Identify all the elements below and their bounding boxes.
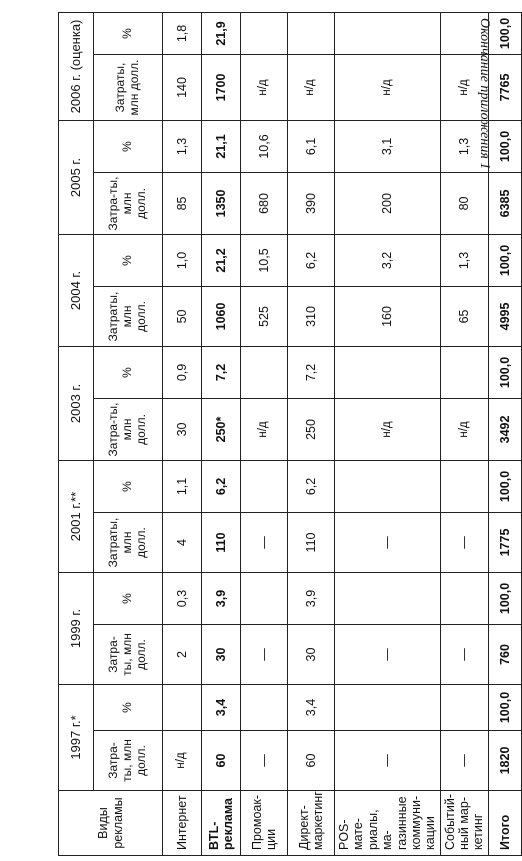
cost-header: Затра-ты, млн долл. [94,398,163,460]
pct-cell [440,12,488,54]
pct-cell: 3,4 [288,684,335,730]
cost-cell: н/д [241,398,288,460]
pct-cell: 6,2 [202,460,241,512]
cost-cell: 50 [163,286,202,346]
cost-header: Затра-ты, млн долл. [94,624,163,684]
cost-cell: н/д [440,398,488,460]
row-label: BTL-реклама [202,791,241,856]
pct-header: % [94,684,163,730]
cost-cell: н/д [163,731,202,791]
pct-cell: 1,3 [163,120,202,172]
cost-cell: 3492 [488,398,521,460]
cost-cell: 110 [288,512,335,572]
pct-cell: 3,9 [202,572,241,624]
pct-header: % [94,346,163,398]
year-header: 2005 г. [59,120,94,234]
year-header: 2001 г.** [59,460,94,572]
pct-header: % [94,460,163,512]
row-label: Интернет [163,791,202,856]
pct-cell [241,684,288,730]
cost-cell: — [241,731,288,791]
pct-cell: 100,0 [488,234,521,286]
cost-cell: 30 [288,624,335,684]
row-label: Итого [488,791,521,856]
pct-cell: 1,8 [163,12,202,54]
cost-cell: — [440,624,488,684]
cost-cell: 760 [488,624,521,684]
cost-cell: — [440,512,488,572]
table-row [163,12,202,855]
cost-cell: 250* [202,398,241,460]
cost-cell: 160 [335,286,441,346]
cost-cell: 85 [163,172,202,234]
pct-header: % [94,234,163,286]
pct-cell: 3,1 [335,120,441,172]
cost-cell: 2 [163,624,202,684]
table-row [288,12,335,855]
year-header: 2004 г. [59,234,94,346]
cost-cell: 1820 [488,731,521,791]
pct-cell: 10,5 [241,234,288,286]
pct-cell: 21,1 [202,120,241,172]
pct-cell: 3,4 [202,684,241,730]
row-label: Промоак-ции [241,791,288,856]
cost-header: Затраты, млн долл. [94,286,163,346]
row-label: Директ-маркетинг [288,791,335,856]
pct-cell [335,346,441,398]
cost-cell: 390 [288,172,335,234]
year-header: 2003 г. [59,346,94,460]
pct-cell: 3,9 [288,572,335,624]
table-row [488,12,521,855]
pct-cell: 6,1 [288,120,335,172]
year-header: 2006 г. (оценка) [59,12,94,120]
cost-cell: 310 [288,286,335,346]
pct-cell: 10,6 [241,120,288,172]
cost-cell: 1060 [202,286,241,346]
table-row [335,12,441,855]
pct-cell: 6,2 [288,234,335,286]
cost-cell: н/д [335,398,441,460]
pct-cell [335,460,441,512]
table-row [241,12,288,855]
cost-cell: 525 [241,286,288,346]
pct-cell [288,12,335,54]
pct-cell: 0,3 [163,572,202,624]
pct-cell: 6,2 [288,460,335,512]
pct-cell [440,346,488,398]
row-label: POS-мате-риалы, ма-газинные коммуни-кации [335,791,441,856]
cost-cell: 80 [440,172,488,234]
pct-cell: 100,0 [488,684,521,730]
rotated-table-wrapper [58,12,522,856]
pct-cell: 7,2 [288,346,335,398]
cost-cell: — [241,624,288,684]
cost-cell: 60 [202,731,241,791]
pct-cell [241,572,288,624]
table-row [440,12,488,855]
pct-cell [335,12,441,54]
cost-cell: — [335,731,441,791]
cost-header: Затра-ты, млн долл. [94,172,163,234]
pct-cell: 21,9 [202,12,241,54]
pct-cell [335,572,441,624]
cost-cell: 65 [440,286,488,346]
cost-cell: 4 [163,512,202,572]
cost-cell: 30 [163,398,202,460]
pct-cell: 0,9 [163,346,202,398]
cost-cell: 250 [288,398,335,460]
cost-header: Затра-ты, млн долл. [94,731,163,791]
pct-cell [335,684,441,730]
pct-cell: 1,0 [163,234,202,286]
cost-cell: н/д [335,54,441,120]
row-label: Событий-ный мар-кетинг [440,791,488,856]
year-header: 1999 г. [59,572,94,684]
pct-cell [440,684,488,730]
pct-cell [241,346,288,398]
cost-cell: н/д [241,54,288,120]
types-header: Виды рекламы [59,791,163,856]
table-row [202,12,241,855]
pct-cell: 3,2 [335,234,441,286]
year-header: 1997 г.* [59,684,94,790]
cost-cell: 4995 [488,286,521,346]
pct-cell: 100,0 [488,460,521,512]
cost-cell: — [241,512,288,572]
cost-cell: 60 [288,731,335,791]
cost-cell: н/д [440,54,488,120]
pct-cell: 1,1 [163,460,202,512]
pct-cell [440,572,488,624]
pct-cell: 7,2 [202,346,241,398]
cost-cell: — [440,731,488,791]
pct-cell: 1,3 [440,120,488,172]
cost-cell: н/д [288,54,335,120]
cost-cell: 1350 [202,172,241,234]
pct-header: % [94,572,163,624]
cost-header: Затраты, млн долл. [94,54,163,120]
pct-cell: 100,0 [488,120,521,172]
pct-cell: 100,0 [488,12,521,54]
pct-cell: 21,2 [202,234,241,286]
pct-cell [241,12,288,54]
cost-cell: 1700 [202,54,241,120]
caption-text: Окончание приложения 1 [477,18,492,170]
cost-cell: 7765 [488,54,521,120]
cost-cell: 6385 [488,172,521,234]
pct-cell: 100,0 [488,572,521,624]
pct-cell [440,460,488,512]
pct-cell [163,684,202,730]
cost-cell: 140 [163,54,202,120]
ad-spend-table [58,12,522,856]
cost-header: Затраты, млн долл. [94,512,163,572]
cost-cell: 30 [202,624,241,684]
cost-cell: 200 [335,172,441,234]
cost-cell: — [335,512,441,572]
pct-cell: 100,0 [488,346,521,398]
cost-cell: — [335,624,441,684]
cost-cell: 110 [202,512,241,572]
cost-cell: 680 [241,172,288,234]
pct-cell: 1,3 [440,234,488,286]
cost-cell: 1775 [488,512,521,572]
pct-header: % [94,12,163,54]
table-body [163,12,522,855]
pct-cell [241,460,288,512]
pct-header: % [94,120,163,172]
